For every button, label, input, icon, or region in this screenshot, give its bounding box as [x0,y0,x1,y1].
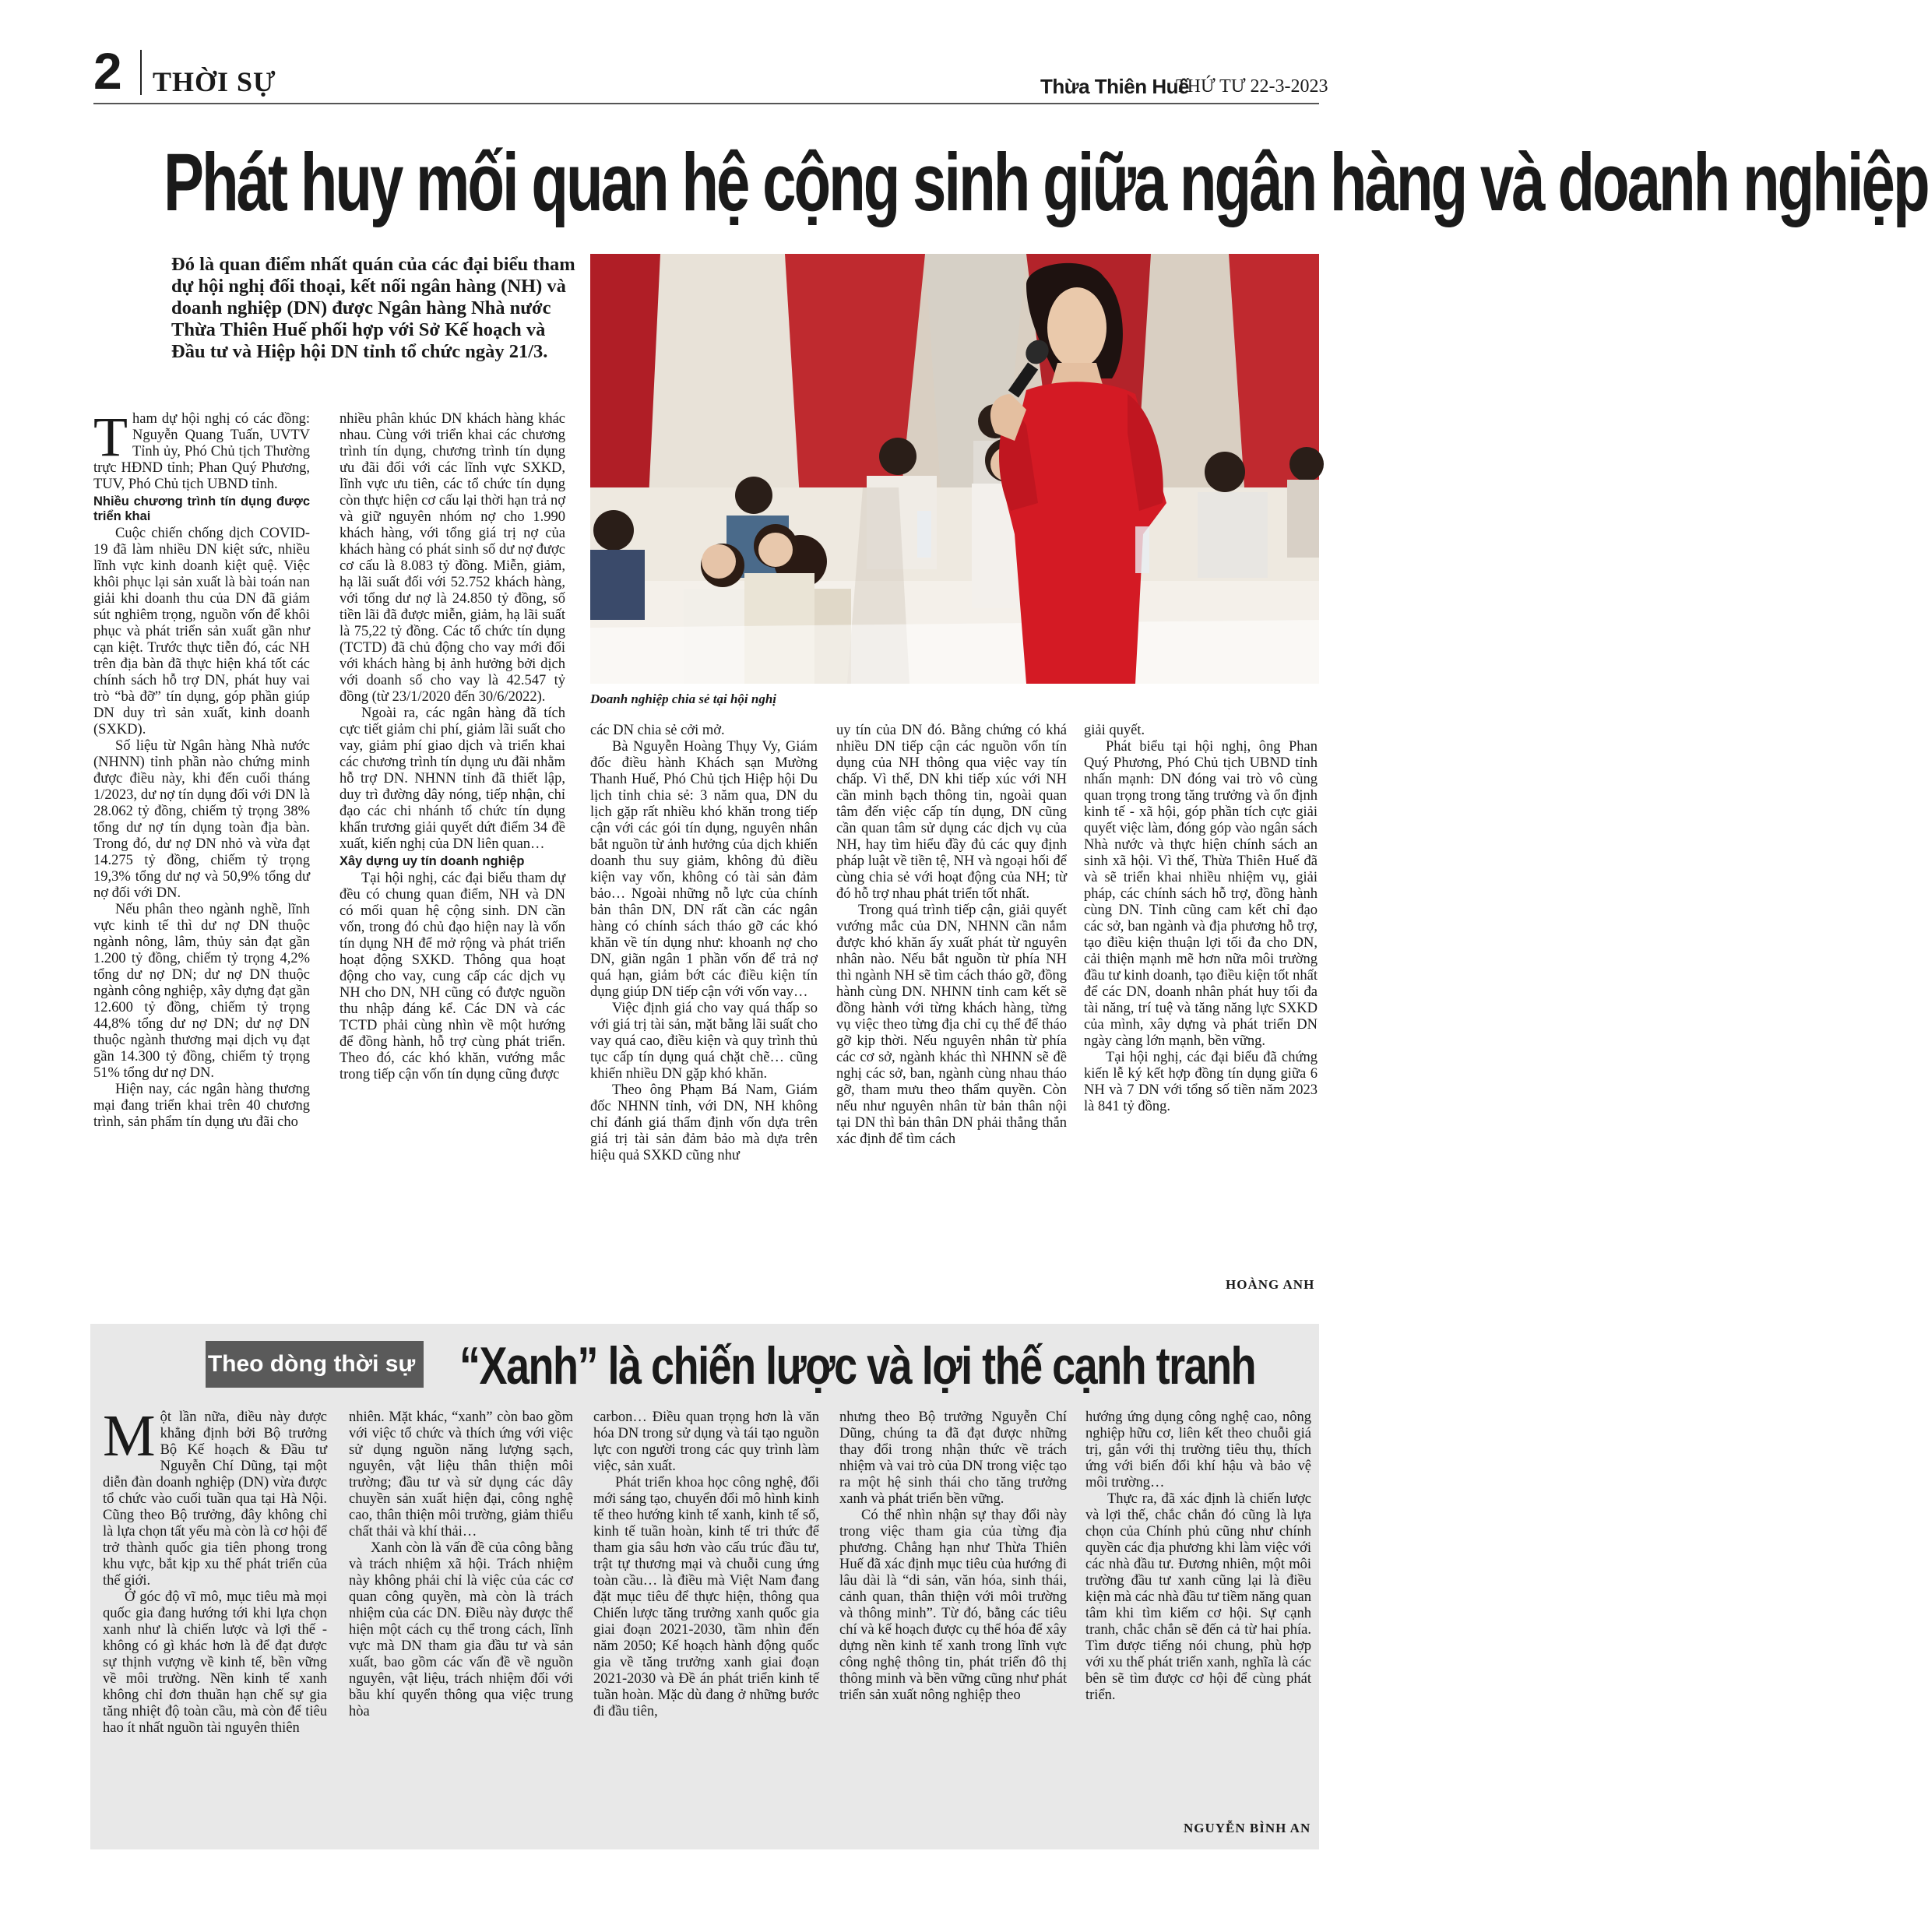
article-photo [590,254,1319,684]
photo-caption: Doanh nghiệp chia sẻ tại hội nghị [590,692,777,706]
conference-photo-illustration [590,254,1319,684]
paragraph: uy tín của DN đó. Bằng chứng có khá nhiều DN tiếp cận các nguồn vốn tín dụng của NH thông qua việc vay tín chấp. Vì thế, DN khi tiếp xúc với NH cần minh bạch thông tin, ngoài quan tâm đến việc cấp tín dụng, DN cũng cần quan tâm sử dụng các dịch vụ của NH, hay tìm hiểu đầy đủ các quy định pháp luật về tiền tệ, NH và ngoại hối để cùng chia sẻ với hoạt động của NH; từ đó hỗ trợ nhau phát triển tốt nhất. [836,723,1067,902]
paragraph: Ngoài ra, các ngân hàng đã tích cực tiết giảm chi phí, giảm lãi suất cho vay, giảm phí giao dịch và triển khai các chương trình tín dụng ưu đãi nhằm hỗ trợ DN. NHNN tỉnh đã thiết lập, duy trì đường dây nóng, tiếp nhận, chỉ đạo các chi nhánh tổ chức tín dụng khẩn trương giải quyết dứt điểm 34 đề xuất, kiến nghị của DN liên quan… [340,706,565,852]
paragraph: Xanh còn là vấn đề của công bằng và trách nhiệm xã hội. Trách nhiệm này không phải chỉ là việc của các cơ quan công quyền, mà còn là trách nhiệm của các DN. Điều này được thể hiện một cách cụ thể trong cách, lĩnh vực mà DN tham gia đầu tư và sản xuất, bao gồm các vấn đề về nguồn nguyên, vật liệu, trách nhiệm đối với bầu khí quyển thông qua việc trung hòa [349,1540,573,1719]
subheading: Xây dựng uy tín doanh nghiệp [340,854,525,868]
paragraph: nhiều phân khúc DN khách hàng khác nhau. Cùng với triển khai các chương trình tín dụng, chương trình tín dụng ưu đãi đối với các lĩnh vực SXKD, lĩnh vực ưu tiên, các tổ chức tín dụng còn thực hiện cơ cấu lại thời hạn trả nợ và giữ nguyên nhóm nợ cho 1.990 khách hàng, với tổng giá trị nợ của khách hàng có phát sinh số dư nợ được cơ cấu là 8.083 tỷ đồng. Miễn, giảm, hạ lãi suất đối với 52.752 khách hàng, với tổng dư nợ là 24.850 tỷ đồng, số tiền lãi đã được miễn, giảm, hạ lãi suất là 75,22 tỷ đồng. Các tổ chức tín dụng (TCTD) đã chủ động cho vay mới đối với khách hàng bị ảnh hưởng bởi dịch với doanh số cho vay là 42.547 tỷ đồng (từ 23/1/2020 đến 30/6/2022). [340,411,565,705]
paragraph: Tại hội nghị, các đại biểu đã chứng kiến lễ ký kết hợp đồng tín dụng giữa 6 NH và 7 DN với tổng số tiền năm 2023 là 841 tỷ đồng. [1084,1050,1318,1114]
article1-column-3 [590,723,818,1299]
section-name: THỜI SỰ [153,66,276,97]
paragraph: Thực ra, đã xác định là chiến lược và lợi thế, chắc chắn đó cũng là lựa chọn của Chính phủ cũng như chính quyền các địa phương khi làm việc với các nhà đầu tư. Đương nhiên, một môi trường đầu tư xanh cũng lại là điều kiện mà các nhà đầu tư tiềm năng quan tâm khi tìm kiếm cơ hội. Sự cạnh tranh, chắc chắn sẽ đến cả từ hai phía. Tìm được tiếng nói chung, phù hợp với xu thế phát triển xanh, nghĩa là các bên sẽ tìm được cơ hội để cùng phát triển. [1085,1491,1311,1703]
paragraph: Bà Nguyễn Hoàng Thụy Vy, Giám đốc điều hành Khách sạn Mường Thanh Huế, Phó Chủ tịch Hiệp hội Du lịch tỉnh chia sẻ: 3 năm qua, DN du lịch gặp rất nhiều khó khăn trong tiếp cận với các gói tín dụng, nguyên nhân bắt nguồn từ ảnh hưởng của dịch khiến doanh thu suy giảm, không đủ điều kiện vay vốn, không có tài sản đảm bảo… Ngoài những nỗ lực của chính bản thân DN, DN rất cần các ngân hàng có chính sách tháo gỡ các khó khăn về tín dụng như: khoanh nợ cho DN, giãn ngân 1 phần vốn để trả nợ quá hạn, giảm bớt các điều kiện tín dụng giúp DN tiếp cận với vốn vay… [590,739,818,1000]
paragraph [103,1403,327,1589]
paragraph-text: ham dự hội nghị có các đồng: Nguyễn Quang Tuấn, UVTV Tỉnh ủy, Phó Chủ tịch Thường trực HĐND tỉnh; Phan Quý Phương, TUV, Phó Chủ tịch UBND tỉnh. [93,411,310,492]
article2-column-1 [103,1403,327,1814]
paragraph-text: ột lần nữa, điều này được khẳng định bởi Bộ trưởng Bộ Kế hoạch & Đầu tư Nguyễn Chí Dũng, tại một diễn đàn doanh nghiệp (DN) vừa được tổ chức vào cuối tuần qua tại Hà Nội. Cũng theo Bộ trưởng, đây không chỉ là lựa chọn tất yếu mà còn là cơ hội để trở thành quốc gia tiên phong trong khu vực, bắt kịp xu thế phát triển của thế giới. [103,1409,327,1589]
article-lede: Đó là quan điểm nhất quán của các đại biểu tham dự hội nghị đối thoại, kết nối ngân hàng (NH) và doanh nghiệp (DN) được Ngân hàng Nhà nước Thừa Thiên Huế phối hợp với Sở Kế hoạch và Đầu tư và Hiệp hội DN tỉnh tổ chức ngày 21/3. [171,254,575,362]
paragraph: carbon… Điều quan trọng hơn là văn hóa DN trong sử dụng và tái tạo nguồn lực con người trong các quy trình làm việc, sản xuất. [593,1409,819,1474]
paragraph: Hiện nay, các ngân hàng thương mại đang triển khai trên 40 chương trình, sản phẩm tín dụng ưu đãi cho [93,1082,310,1130]
paragraph: Trong quá trình tiếp cận, giải quyết vướng mắc của DN, NHNN cần nắm được khó khăn ấy xuất phát từ nguyên nhân nào. Nếu bắt nguồn từ phía NH thì ngành NH sẽ tìm cách tháo gỡ, đồng hành cùng DN. NHNN tỉnh cam kết sẽ đồng hành với từng khách hàng, từng vụ việc theo từng địa chỉ cụ thể để tháo gỡ kịp thời. Nếu nguyên nhân từ phía các cơ sở, ngành khác thì NHNN sẽ đề nghị các sở, ban, ngành cùng nhau tháo gỡ, tham mưu theo thẩm quyền. Còn nếu như nguyên nhân từ bản thân nội tại DN thì bản thân DN phải thẳng thắn xác định để tìm cách [836,903,1067,1147]
column-tag-edge [417,1341,424,1388]
article1-column-4 [836,723,1067,1299]
drop-cap: M [103,1403,156,1469]
article-headline: Phát huy mối quan hệ cộng sinh giữa ngân hàng và doanh nghiệp [164,135,1928,228]
drop-cap: T [93,406,128,468]
header-divider [140,50,142,95]
paragraph: Phát biểu tại hội nghị, ông Phan Quý Phương, Phó Chủ tịch UBND tỉnh nhấn mạnh: DN đóng vai trò vô cùng quan trọng trong tăng trưởng và ổn định kinh tế - xã hội, góp phần tích cực giải quyết việc làm, đóng góp vào ngân sách Nhà nước và thực hiện chính sách an sinh xã hội. Vì thế, Thừa Thiên Huế đã và sẽ triển khai nhiều nhiệm vụ, giải pháp, các chính sách hỗ trợ, đồng hành cùng DN. Tỉnh cũng cam kết chỉ đạo các sở, ban ngành và địa phương hỗ trợ, tạo điều kiện thuận lợi tối đa cho DN, cải thiện mạnh mẽ hơn nữa môi trường đầu tư kinh doanh, tạo điều kiện tốt nhất để các DN, doanh nhân phát huy tối đa tài năng, trí tuệ và tăng năng lực SXKD của mình, xây dựng và phát triển DN ngày càng lớn mạnh, bền vững. [1084,739,1318,1049]
paragraph: Phát triển khoa học công nghệ, đổi mới sáng tạo, chuyển đổi mô hình kinh tế theo hướng kinh tế xanh, kinh tế số, kinh tế tuần hoàn, kinh tế tri thức để tham gia sâu hơn vào cấu trúc đầu tư, trật tự thương mại và chuỗi cung ứng toàn cầu… là điều mà Việt Nam đang đặt mục tiêu để thực hiện, thông qua Chiến lược tăng trưởng xanh quốc gia giai đoạn 2021-2030, tầm nhìn đến năm 2050; Kế hoạch hành động quốc gia về tăng trưởng xanh giai đoạn 2021-2030 và Đề án phát triển kinh tế tuần hoàn. Mặc dù đang ở những bước đi đầu tiên, [593,1475,819,1719]
paragraph: Nếu phân theo ngành nghề, lĩnh vực kinh tế thì dư nợ DN thuộc ngành nông, lâm, thủy sản đạt gần 1.200 tỷ đồng, chiếm tỷ trọng 4,2% tổng dư nợ DN; dư nợ DN thuộc ngành công nghiệp, xây dựng đạt gần 12.600 tỷ đồng, chiếm tỷ trọng 44,8% tổng dư nợ DN; dư nợ DN thuộc ngành thương mại dịch vụ đạt gần 14.300 tỷ đồng, chiếm tỷ trọng 51% tổng dư nợ DN. [93,902,310,1081]
article2-column-2 [349,1409,573,1814]
article2-column-4 [839,1409,1067,1814]
opinion-headline: “Xanh” là chiến lược và lợi thế cạnh tranh [459,1337,1256,1395]
paragraph: các DN chia sẻ cởi mở. [590,723,725,738]
article2-column-5 [1085,1409,1311,1799]
newspaper-name: Thừa Thiên Huế [1040,75,1189,98]
article1-byline: HOÀNG ANH [1226,1277,1315,1292]
article1-column-2 [340,411,565,1299]
subheading: Nhiều chương trình tín dụng được triển khai [93,494,310,523]
issue-date: THỨ TƯ 22-3-2023 [1176,76,1328,97]
article1-column-1 [93,406,310,1299]
paragraph: Có thể nhìn nhận sự thay đổi này trong việc tham gia của từng địa phương. Chẳng hạn như Thừa Thiên Huế đã xác định mục tiêu của hướng đi lâu dài là “di sản, văn hóa, sinh thái, cảnh quan, thân thiện với môi trường và thông minh”. Từ đó, bằng các tiêu chí và kế hoạch được cụ thể hóa để xây dựng nền kinh tế xanh trong lĩnh vực công nghệ thông tin, phát triển đô thị thông minh và bền vững cũng như phát triển sản xuất nông nghiệp theo [839,1508,1067,1703]
paragraph: Tại hội nghị, các đại biểu tham dự đều có chung quan điểm, NH và DN có mối quan hệ cộng sinh. DN cần vốn, trong đó chủ đạo hiện nay là vốn tín dụng NH để mở rộng và phát triển hoạt động SXKD. Thông qua hoạt động cho vay, cung cấp các dịch vụ NH cho DN, NH cũng có được nguồn thu nhập đáng kể. Các DN và các TCTD phải cùng nhìn về một hướng để đồng hành, hỗ trợ cùng phát triển. Theo đó, các khó khăn, vướng mắc trong tiếp cận vốn tín dụng cũng được [340,871,565,1082]
paragraph: Việc định giá cho vay quá thấp so với giá trị tài sản, mặt bằng lãi suất cho vay quá cao, điều kiện và quy trình thủ tục cấp tín dụng quá chặt chẽ… cũng khiến nhiều DN gặp khó khăn. [590,1001,818,1082]
paragraph: Số liệu từ Ngân hàng Nhà nước (NHNN) tỉnh phần nào chứng minh được điều này, khi đến cuối tháng 1/2023, dư nợ tín dụng đối với DN là 28.062 tỷ đồng, chiếm tỷ trọng 38% tổng dư nợ tín dụng toàn địa bàn. Trong đó, dư nợ DN nhỏ và vừa đạt 14.275 tỷ đồng, chiếm tỷ trọng 19,3% tổng dư nợ và 50,9% tổng dư nợ đối với DN. [93,738,310,901]
paragraph: giải quyết. [1084,723,1145,738]
paragraph: Cuộc chiến chống dịch COVID-19 đã làm nhiều DN kiệt sức, nhiều lĩnh vực kinh doanh kiệt quệ. Việc khôi phục lại sản xuất là bài toán nan giải khi doanh thu của DN đã giảm sút nghiêm trọng, nguồn vốn để khôi phục và phát triển sản xuất gần như cạn kiệt. Trước thực tiễn đó, các NH trên địa bàn đã thực hiện khá tốt các chính sách hỗ trợ DN, phát huy vai trò “bà đỡ” tín dụng, góp phần giúp DN duy trì sản xuất, kinh doanh (SXKD). [93,526,310,737]
column-tag: Theo dòng thời sự [206,1341,417,1388]
page-number: 2 [93,42,122,100]
paragraph [93,406,310,493]
paragraph: nhiên. Mặt khác, “xanh” còn bao gồm với việc tổ chức và thích ứng với việc sử dụng nguồn năng lượng sạch, nguyên, vật liệu thân thiện môi trường; đầu tư và sử dụng các dây chuyền sản xuất hiện đại, công nghệ cao, thân thiện môi trường, giảm thiểu chất thải và khí thải… [349,1409,573,1540]
article2-byline: NGUYỄN BÌNH AN [1184,1821,1311,1835]
paragraph: Ở góc độ vĩ mô, mục tiêu mà mọi quốc gia đang hướng tới khi lựa chọn xanh như là chiến lược và lợi thế - không có gì khác hơn là để đạt được sự thịnh vượng về kinh tế, bền vững về môi trường. Nền kinh tế xanh không chỉ đơn thuần hạn chế sự gia tăng nhiệt độ toàn cầu, mà còn để tiêu hao ít nhất nguồn tài nguyên thiên [103,1589,327,1736]
header-rule [93,103,1319,104]
paragraph: nhưng theo Bộ trưởng Nguyễn Chí Dũng, chúng ta đã đạt được những thay đổi trong nhận thức về trách nhiệm và vai trò của DN trong việc tạo ra một hệ sinh thái cho tăng trưởng xanh và phát triển bền vững. [839,1409,1067,1507]
article1-column-5 [1084,723,1318,1299]
paragraph: Theo ông Phạm Bá Nam, Giám đốc NHNN tỉnh, với DN, NH không chỉ đánh giá thẩm định vốn dựa trên giá trị tài sản đảm bảo mà dựa trên hiệu quả SXKD cũng như [590,1082,818,1163]
article2-column-3 [593,1409,819,1814]
paragraph: hướng ứng dụng công nghệ cao, nông nghiệp hữu cơ, liên kết theo chuỗi giá trị, gắn với thị trường tiêu thụ, thích ứng với biến đổi khí hậu và bảo vệ môi trường… [1085,1409,1311,1490]
